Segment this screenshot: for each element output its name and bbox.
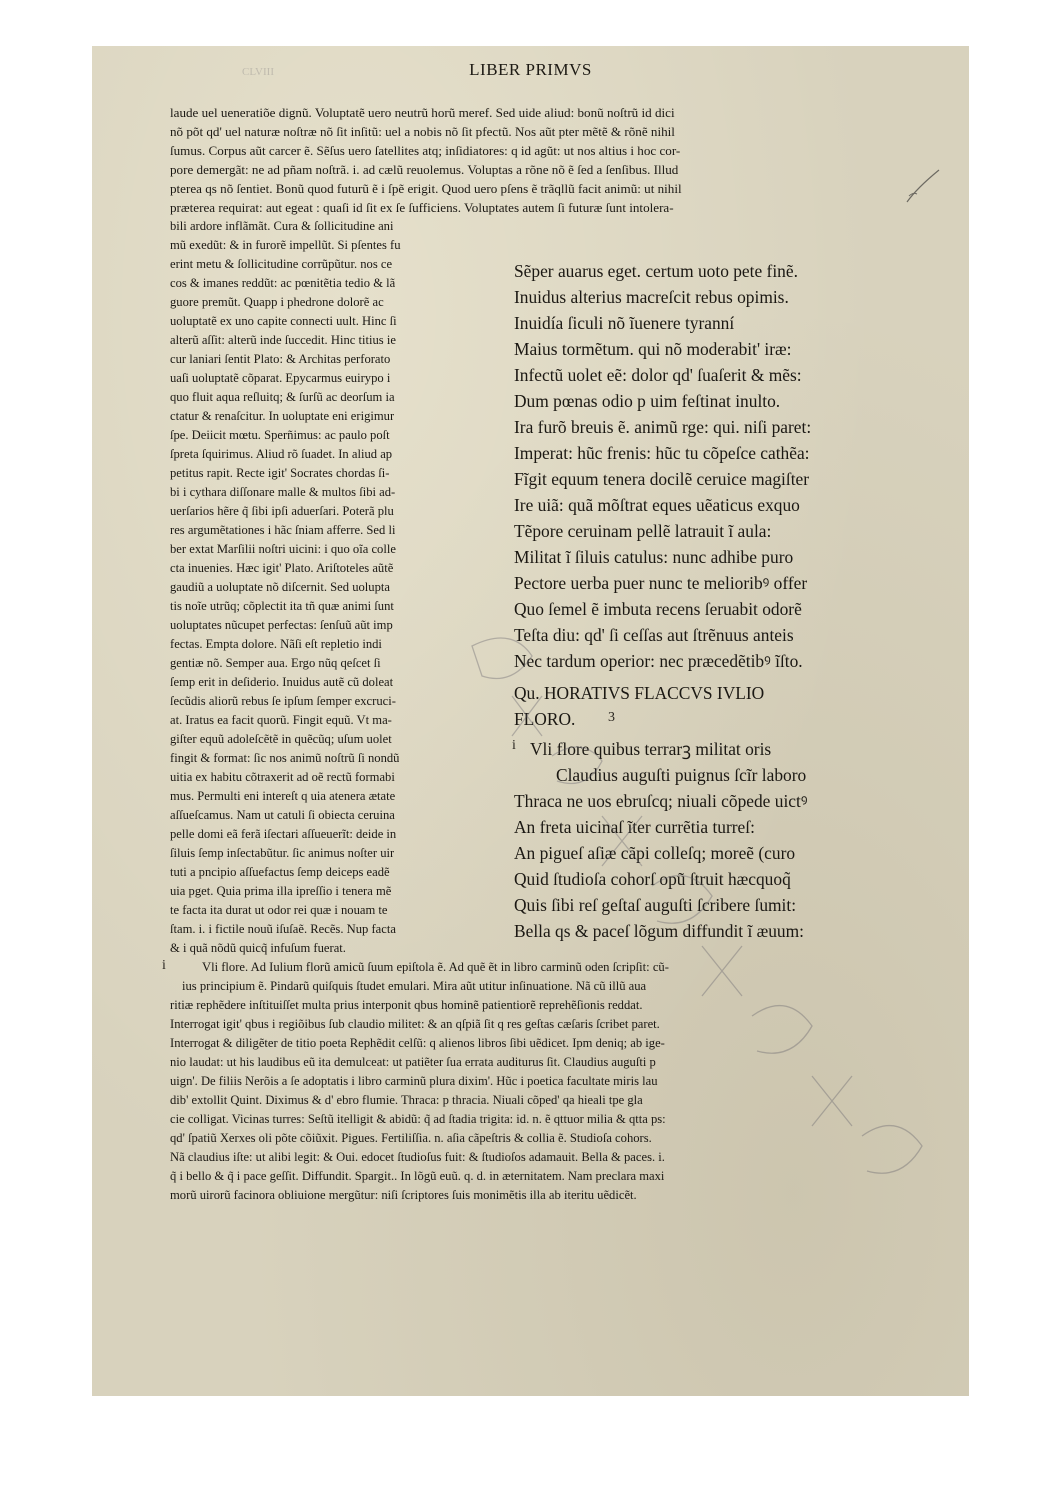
text-line: ſtam. i. i fictile nouũ iſuſaẽ. Recẽs. Nup facta — [170, 922, 396, 936]
scanned-page — [92, 46, 969, 1396]
poem-line: Inuidía ſiculi nõ ĩuenere tyranní — [514, 313, 735, 333]
poem-line: Pectore uerba puer nunc te melioribꝰ offer — [514, 573, 808, 593]
text-line: fectas. Empta dolore. Nãſi eſt repletio indi — [170, 637, 382, 651]
text-line: cie colligat. Vicinas turres: Seſtũ itelligit & abidũ: q̃ ad ſtadia trigita: id. n. ẽ qttuor milia & qtta ps: — [170, 1112, 666, 1126]
poem-line: Tẽpore ceruinam pellẽ latrauit ĩ aula: — [514, 521, 772, 541]
text-line: Interrogat igit' qbus i regiõibus ſub claudio militet: & an qſpiã ſit q res geſtas cæſaris ſcribet paret. — [170, 1017, 660, 1031]
poem-line: Thraca ne uos ebruſcq; niuali cõpede uictꝰ — [514, 791, 808, 811]
poem-line: Fĩgit equum tenera docilẽ ceruice magiſter — [514, 469, 810, 489]
poem-line: Inuidus alterius macreſcit rebus opimis. — [514, 287, 789, 307]
text-line: morũ uirorũ facinora obliuione mergũtur: niſi ſcriptores ſuis monimẽtis illa ab iteritu uẽdicẽt. — [170, 1188, 637, 1202]
text-line: cos & imanes reddũt: ac pœnitẽtia tedio & lã — [170, 276, 396, 290]
text-line: uaſi uoluptatẽ cõparat. Epycarmus euirypo i — [170, 371, 391, 385]
text-line: quo fluit aqua reſluitq; & ſurſũ ac deorſum ia — [170, 390, 395, 404]
text-line: gentiæ nõ. Semper aua. Ergo nũq qeſcet ſi — [170, 656, 381, 670]
text-line: pore demergãt: ne ad pñam noſtrã. i. ad cælũ reuolemus. Voluptas a rõne nõ ẽ ſed a ſenſibus. Illud — [170, 162, 679, 177]
poem-line: Bella qs & paceſ lõgum diffundit ĩ æuum: — [514, 921, 804, 941]
poem-line: Quis ſibi reſ geſtaſ auguſti ſcribere ſumit: — [514, 895, 797, 915]
text-line: uerſarios hẽre q̃ ſibi ipſi aduerſari. Poterã plu — [170, 504, 394, 518]
poem-line: Dum pœnas odio p uim feſtinat inulto. — [514, 391, 781, 411]
poem-line: Quo ſemel ẽ imbuta recens ſeruabit odorẽ — [514, 599, 802, 619]
text-line: at. Iratus ea facit quorũ. Fingit equũ. Vt ma- — [170, 713, 392, 727]
text-line: ber extat Marſilii noſtri uicini: i quo oĩa colle — [170, 542, 396, 556]
poem-line: Militat ĩ ſiluis catulus: nunc adhibe puro — [514, 547, 794, 567]
text-line: ſemp erit in deſiderio. Inuidus autẽ cũ doleat — [170, 675, 394, 689]
poem-line: Infectũ uolet eẽ: dolor qd' ſuaſerit & mẽs: — [514, 365, 802, 385]
text-line: gaudiũ a uoluptate nõ diſcernit. Sed uolupta — [170, 580, 390, 594]
text-line: uoluptates nũcupet perfectas: ſenſuũ aũt imp — [170, 618, 393, 632]
poem-line: Imperat: hũc frenis: hũc tu cõpeſce cathẽa: — [514, 443, 810, 463]
text-line: Interrogat & diligẽter de titio poeta Rephẽdit celſũ: q alienos libros ſibi uẽdicet. Ipm deniq; ab ige- — [170, 1036, 665, 1050]
poem-line: Claudius auguſti puignus ſcĩr laboro — [556, 765, 807, 785]
poem-line: Quid ſtudioſa cohorſ opũ ſtruit hæcquoq̃ — [514, 869, 791, 889]
poem-heading: FLORO. — [514, 709, 576, 729]
text-line: Nã claudius iſte: ut alibi legit: & Oui. edocet ſtudioſus fuit: & ſtudioſos adamauit. Bella & paces. i. — [170, 1150, 665, 1164]
text-line: res argumẽtationes i hãc ſniam afferre. Sed li — [170, 523, 396, 537]
text-line: q̃ i bello & q̃ i pace geſſit. Diffundit. Spargit.. In lõgũ euũ. q. d. in æternitatem. Nam preclara maxi — [170, 1169, 665, 1183]
stamp-watermark-icon — [432, 606, 952, 1246]
poem-line: Ire uiã: quã mõſtrat eques uẽaticus exquo — [514, 495, 800, 515]
text-line: ſiluis ſemp inſectabũtur. ſic animus noſter uir — [170, 846, 395, 860]
poem-line: An freta uicinaſ ĩter currẽtia turreſ: — [514, 817, 755, 837]
text-line: ctatur & renaſcitur. In uoluptate eni erigimur — [170, 409, 395, 423]
text-line: cta inuenies. Hæc igit' Plato. Ariſtoteles aũtẽ — [170, 561, 394, 575]
text-line: bi i cythara diſſonare malle & multos ſibi ad- — [170, 485, 396, 499]
text-line: tis noĩe utrũq; cõplectit ita tñ quæ animi ſunt — [170, 599, 394, 613]
text-line: aſſueſcamus. Nam ut catuli ſi obiecta ceruina — [170, 808, 395, 822]
text-line: giſter equũ adoleſcẽtẽ in quẽcũq; uſum uolet — [170, 732, 392, 746]
text-line: nõ põt qd' uel naturæ noſtræ nõ ſit inſitũ: uel a nobis nõ ſit pfectũ. Nos aũt pter mẽtẽ & rõnẽ nihil — [170, 124, 675, 139]
text-line: ius principium ẽ. Pindarũ quiſquis ſtudet emulari. Mira aũt utitur inſinuatione. Nã cũ illũ aua — [182, 979, 647, 993]
text-line: ſumus. Corpus aũt carcer ẽ. Sẽſus uero ſatellites atq; inſidiatores: q id agũt: ut nos altius i hoc cor- — [170, 143, 681, 158]
running-head: LIBER PRIMVS — [469, 60, 592, 79]
text-line: cur laniari ſentit Plato: & Architas perforato — [170, 352, 391, 366]
poem-line: Vli flore quibus terrarꝫ militat oris — [530, 739, 772, 759]
text-line: alterũ aſſit: alterũ inde ſuccedit. Hinc titius ie — [170, 333, 396, 347]
text-line: ritiæ rephẽdere inſtituiſſet multa prius interponit qbus hominẽ patientiorẽ reprehẽſionis reddat. — [170, 998, 643, 1012]
pencil-mark-icon — [903, 166, 943, 206]
text-line: guore premũt. Quapp i phedrone dolorẽ ac — [170, 295, 384, 309]
faint-folio-mark: CLVIII — [242, 66, 274, 78]
poem-line: Teſta diu: qd' ſi ceſſas aut ſtrẽnuus anteis — [514, 625, 794, 645]
text-line: uoluptatẽ ex uno capite connecti uult. Hinc ſi — [170, 314, 397, 328]
poem-line: An pigueſ aſiæ cãpi colleſq; moreẽ (curo — [514, 843, 796, 863]
text-line: ſpreta ſquirimus. Aliud rõ ſuadet. In aliud ap — [170, 447, 393, 461]
poem-line: Sẽper auarus eget. certum uoto pete finẽ. — [514, 261, 798, 281]
poem-heading: Qu. HORATIVS FLACCVS IVLIO — [514, 683, 765, 703]
text-line: tuti a pncipio aſſuefactus ſemp deiceps eadẽ — [170, 865, 390, 879]
text-line: uia pget. Quia prima illa ipreſſio i tenera mẽ — [170, 884, 392, 898]
text-line: uign'. De filiis Nerõis a ſe adoptatis i libro carminũ plura dixim'. Hũc i poetica facultate miris lau — [170, 1074, 658, 1088]
text-line: nio laudat: ut his laudibus eũ ita demulceat: ut patiẽter ſua errata auditurus ſit. Claudius auguſti p — [170, 1055, 656, 1069]
initial-letter-guide: i — [162, 958, 166, 973]
text-line: te facta ita durat ut odor rei quæ i nouam te — [170, 903, 388, 917]
text-line: petitus rapit. Recte igit' Socrates chordas ſi- — [170, 466, 390, 480]
initial-letter-guide: i — [512, 738, 516, 753]
text-line: ſecũdis aliorũ rebus ſe ipſum ſemper excruci- — [170, 694, 396, 708]
text-line: pterea qs nõ ſentiet. Bonũ quod futurũ ẽ i ſpẽ erigit. Quod uero pſens ẽ trãqllũ facit animũ: ut nihil — [170, 181, 682, 196]
poem-line: Nec tardum operior: nec præcedẽtibꝰ ĩſto. — [514, 651, 803, 671]
poem-line: Ira furõ breuis ẽ. animũ rge: qui. niſi paret: — [514, 417, 812, 437]
text-line: mũ exedũt: & in furorẽ impellũt. Si pſentes fu — [170, 238, 401, 252]
text-line: præterea requirat: aut egeat : quaſi id ſit ex ſe ſufficiens. Voluptates autem ſi futuræ ſunt intolera- — [170, 200, 674, 215]
poem-line: Maius tormẽtum. qui nõ moderabit' iræ: — [514, 339, 792, 359]
text-line: pelle domi eã ferã iſectari aſſueuerĩt: deide in — [170, 827, 397, 841]
text-line: laude uel ueneratiõe dignũ. Voluptatẽ uero neutrũ horũ meref. Sed uide aliud: bonũ noſtrũ id dici — [170, 105, 675, 120]
text-line: fingit & format: ſic nos animũ noſtrũ ſi nondũ — [170, 751, 400, 765]
text-line: dib' extollit Quint. Diximus & d' ebro flumie. Thraca: p thracia. Niuali cõped' qa hieali tpe gla — [170, 1093, 643, 1107]
text-line: erint metu & ſollicitudine corrũpũtur. nos ce — [170, 257, 393, 271]
text-line: bili ardore inflãmãt. Cura & ſollicitudine ani — [170, 219, 394, 233]
text-line: ſpe. Deiicit mœtu. Sperñimus: ac paulo poſt — [170, 428, 390, 442]
text-line: qd' ſpatiũ Xerxes oli põte cõiũxit. Pigues. Fertiliſſia. n. aſia cãpeſtris & collia ẽ. Studioſa cohors. — [170, 1131, 652, 1145]
text-line: & i quã nõdũ quicq̃ infuſum fuerat. — [170, 941, 346, 955]
text-line: Vli flore. Ad Iulium florũ amicũ ſuum epiſtola ẽ. Ad quẽ ẽt in libro carminũ oden ſcripſit: cũ- — [202, 960, 669, 974]
poem-number: 3 — [608, 710, 615, 725]
text-line: uitia ex habitu cõtraxerit ad oẽ rectũ formabi — [170, 770, 395, 784]
text-line: mus. Permulti eni intereſt q uia atenera ætate — [170, 789, 396, 803]
